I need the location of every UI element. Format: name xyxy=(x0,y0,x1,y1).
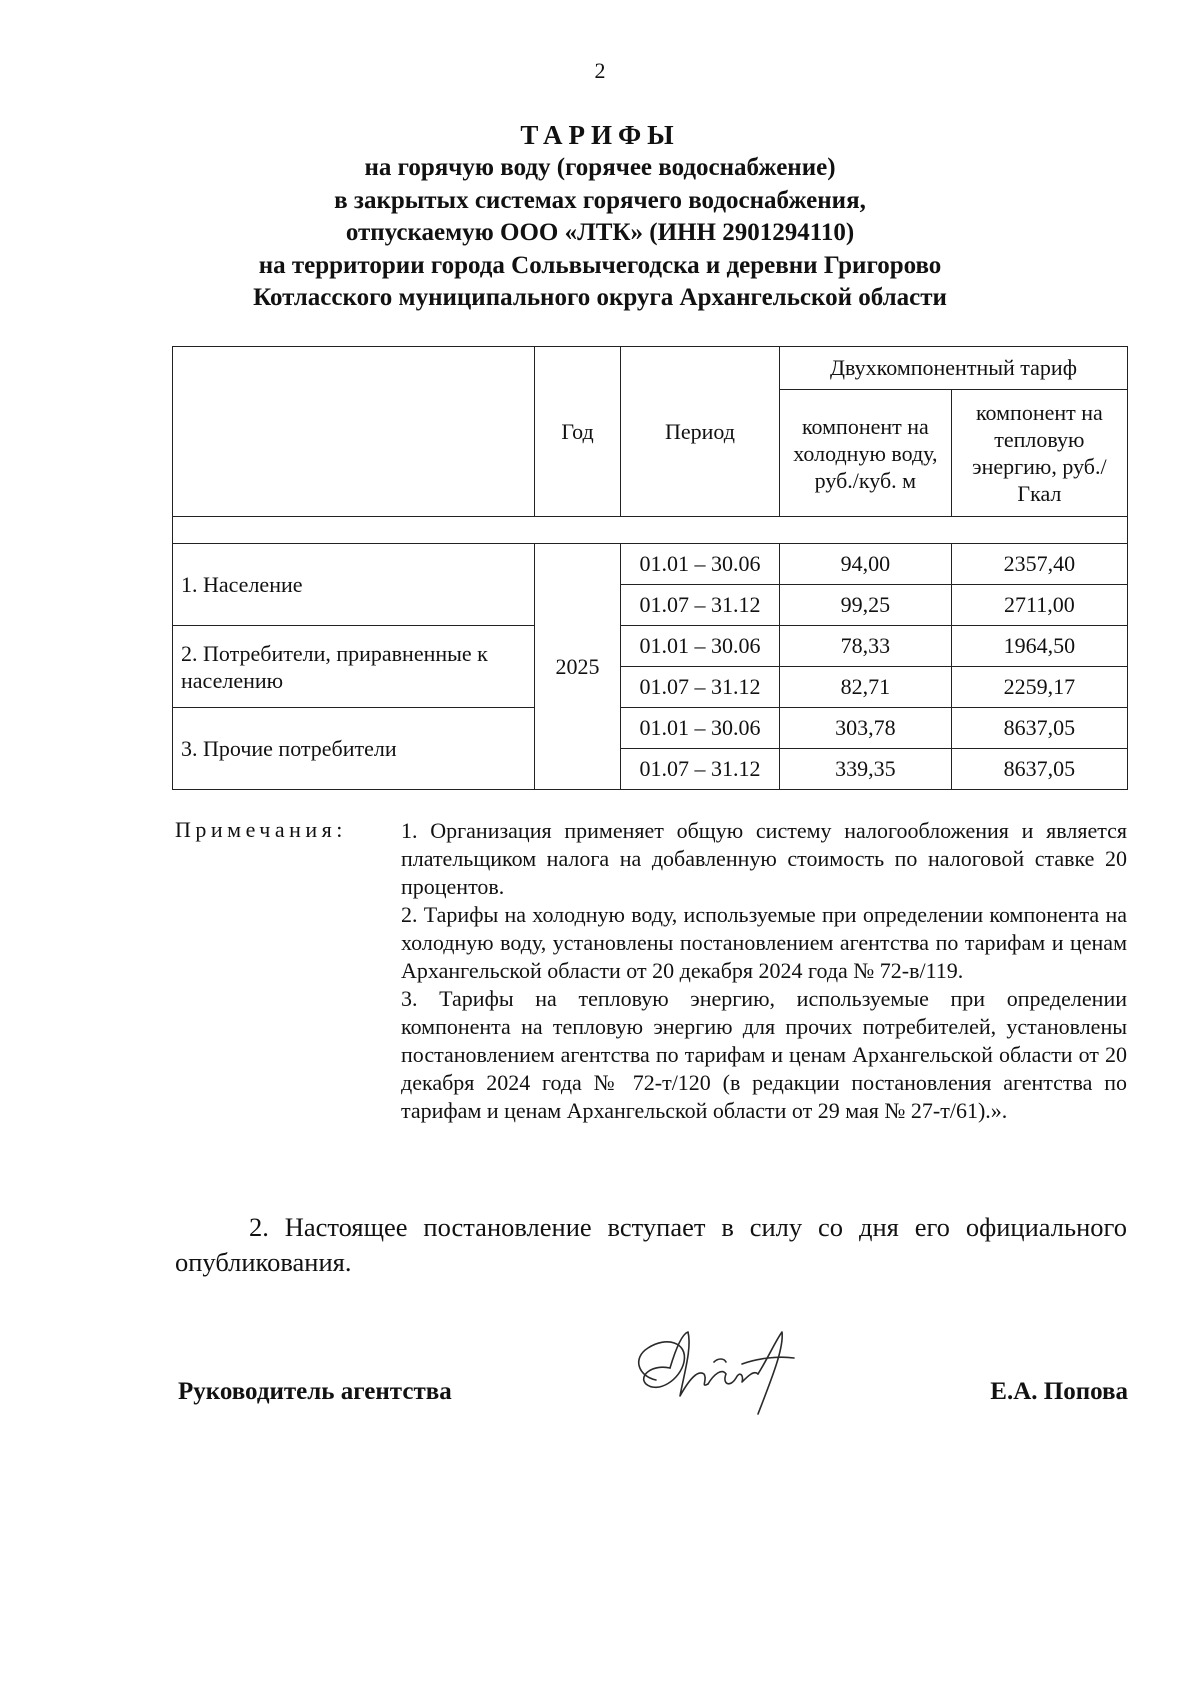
notes-list xyxy=(401,817,1127,1125)
heat-value: 8637,05 xyxy=(951,708,1127,749)
cold-water-value: 339,35 xyxy=(780,749,952,790)
document-title xyxy=(0,118,1200,315)
title-main: ТАРИФЫ xyxy=(520,120,680,150)
title-line: отпускаемую ООО «ЛТК» (ИНН 2901294110) xyxy=(345,219,855,246)
heat-value: 2711,00 xyxy=(951,585,1127,626)
period-cell: 01.01 – 30.06 xyxy=(621,626,780,667)
header-two-component-tariff: Двухкомпонентный тариф xyxy=(780,347,1128,390)
note-item: 2. Тарифы на холодную воду, используемые при определении компонента на холодную воду, установлены постановлением агентства по тарифам и ценам Архангельской области от 20 декабря 2024 года № 72-в/119. xyxy=(401,902,1127,983)
title-line: на территории города Сольвычегодска и деревни Григорово xyxy=(258,251,942,279)
year-cell: 2025 xyxy=(535,544,621,790)
cold-water-value: 303,78 xyxy=(780,708,952,749)
page-number: 2 xyxy=(594,58,606,83)
category-cell: 3. Прочие потребители xyxy=(173,708,535,790)
heat-value: 2357,40 xyxy=(951,544,1127,585)
cold-water-value: 99,25 xyxy=(780,585,952,626)
signer-name: Е.А. Попова xyxy=(990,1378,1128,1405)
notes-label: Примечания: xyxy=(175,817,347,842)
effective-clause: 2. Настоящее постановление вступает в силу со дня его официального опубликования. xyxy=(175,1212,1127,1277)
cold-water-value: 94,00 xyxy=(780,544,952,585)
title-line: Котласского муниципального округа Архангельской области xyxy=(253,284,947,311)
title-line: на горячую воду (горячее водоснабжение) xyxy=(364,154,836,181)
period-cell: 01.01 – 30.06 xyxy=(621,708,780,749)
table-spacer-row xyxy=(173,517,1128,544)
spacer-cell xyxy=(173,517,1128,544)
period-cell: 01.01 – 30.06 xyxy=(621,544,780,585)
signature-icon xyxy=(618,1318,808,1428)
note-item: 3. Тарифы на тепловую энергию, используемые при определении компонента на тепловую энергию для прочих потребителей, установлены постановлением агентства по тарифам и ценам Архангельской области от 20 декабря 2024 года № 72-т/120 (в редакции постановления агентства по тарифам и ценам Архангельской области от 29 мая № 27-т/61).». xyxy=(401,986,1127,1123)
table-row xyxy=(173,708,1128,749)
table-row xyxy=(173,544,1128,585)
header-period: Период xyxy=(621,347,780,517)
title-line: в закрытых системах горячего водоснабжения, xyxy=(334,186,866,214)
heat-value: 2259,17 xyxy=(951,667,1127,708)
table-row xyxy=(173,626,1128,667)
heat-value: 1964,50 xyxy=(951,626,1127,667)
cold-water-value: 82,71 xyxy=(780,667,952,708)
category-cell: 2. Потребители, приравненные к населению xyxy=(173,626,535,708)
period-cell: 01.07 – 31.12 xyxy=(621,749,780,790)
header-heat-component: компонент на тепловую энергию, руб./Гкал xyxy=(951,390,1127,517)
handwritten-signature xyxy=(618,1318,808,1433)
tariff-table xyxy=(172,346,1128,790)
note-item: 1. Организация применяет общую систему налогообложения и является плательщиком налога на добавленную стоимость по налоговой ставке 20 процентов. xyxy=(401,818,1127,899)
table-header-row xyxy=(173,347,1128,390)
signer-title: Руководитель агентства xyxy=(178,1378,452,1405)
period-cell: 01.07 – 31.12 xyxy=(621,667,780,708)
cold-water-value: 78,33 xyxy=(780,626,952,667)
heat-value: 8637,05 xyxy=(951,749,1127,790)
header-cold-water-component: компонент на холодную воду, руб./куб. м xyxy=(780,390,952,517)
period-cell: 01.07 – 31.12 xyxy=(621,585,780,626)
header-blank-cell xyxy=(173,347,535,517)
category-cell: 1. Население xyxy=(173,544,535,626)
header-year: Год xyxy=(535,347,621,517)
